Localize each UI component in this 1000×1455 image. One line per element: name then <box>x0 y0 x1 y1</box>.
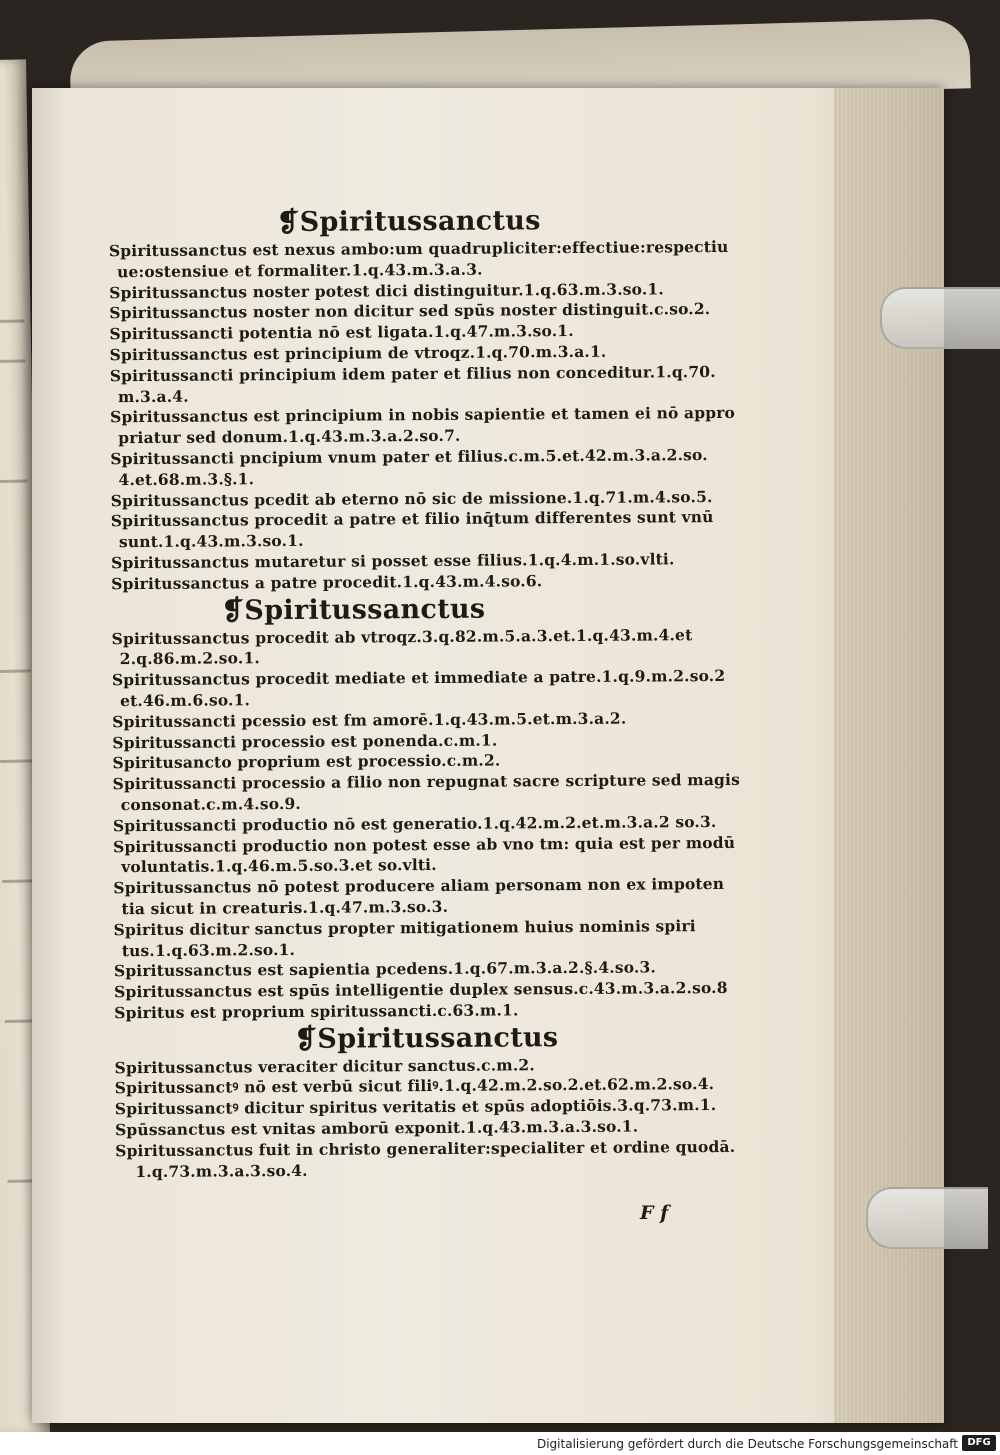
entry-line: Spiritussanctꝰ nō est verbū sicut filiꝰ.1.q.42.m.2.so.2.et.62.m.2.so.4. <box>114 1074 715 1098</box>
entry-line: et.46.m.6.so.1. <box>119 690 251 711</box>
entry-line: Spiritussanctus nō potest producere aliam personam non ex impoten <box>113 874 725 898</box>
entry-line: Spiritus dicitur sanctus propter mitigationem huius nominis spiri <box>113 915 696 939</box>
entry-line: Spiritussancti processio a filio non repugnat sacre scripture sed magis <box>112 769 740 794</box>
footer-credit: Digitalisierung gefördert durch die Deutsche Forschungsgemeinschaft <box>536 1437 958 1451</box>
entry-line: voluntatis.1.q.46.m.5.so.3.et so.vlti. <box>121 855 437 877</box>
entry-line: Spiritussanctus est nexus ambo:um quadrupliciter:effectiue:respectiu <box>108 236 729 261</box>
page-text <box>109 203 756 1183</box>
entry-line: 4.et.68.m.3.§.1. <box>118 469 255 489</box>
entry-line: Spiritussanctus est sapientia pcedens.1.q.67.m.3.a.2.§.4.so.3. <box>113 957 656 981</box>
section-heading-1: ❡Spiritussanctus <box>276 205 541 239</box>
entry-line: Spiritussanctus a patre procedit.1.q.43.m.4.so.6. <box>111 570 543 593</box>
entry-line: 2.q.86.m.2.so.1. <box>119 648 260 669</box>
entry-line: Spiritussanctus est spūs intelligentie duplex sensus.c.43.m.3.a.2.so.8 <box>114 978 728 1002</box>
entry-line: consonat.c.m.4.so.9. <box>120 793 302 815</box>
footer-bar <box>0 1432 1000 1455</box>
entry-line: Spiritussanctus procedit mediate et immediate a patre.1.q.9.m.2.so.2 <box>111 666 726 690</box>
section-heading-2: ❡Spiritussanctus <box>221 593 486 627</box>
dfg-logo: DFG <box>962 1435 996 1451</box>
entry-line: Spiritussanctus procedit a patre et filio inq̄tum differentes sunt vnū <box>110 507 714 531</box>
entry-line: Spiritussancti principium idem pater et filius non conceditur.1.q.70. <box>109 361 716 386</box>
page-clip-bottom <box>866 1187 988 1249</box>
entry-line: Spiritussanctus est principium de vtroqz.1.q.70.m.3.a.1. <box>109 341 607 365</box>
entry-line: Spiritussanctus mutaretur si posset esse filius.1.q.4.m.1.so.vlti. <box>111 549 675 573</box>
entry-line: sunt.1.q.43.m.3.so.1. <box>118 531 304 552</box>
entry-line: tus.1.q.63.m.2.so.1. <box>121 939 296 960</box>
entry-line: Spiritussanctus veraciter dicitur sanctus.c.m.2. <box>114 1054 535 1077</box>
entry-line: Spiritussanctus pcedit ab eterno nō sic de missione.1.q.71.m.4.so.5. <box>110 486 713 510</box>
entry-line: priatur sed donum.1.q.43.m.3.a.2.so.7. <box>118 425 461 448</box>
entry-line: Spiritusancto proprium est processio.c.m.2. <box>112 750 501 773</box>
entry-line: tia sicut in creaturis.1.q.47.m.3.so.3. <box>121 896 449 919</box>
entry-line: Spiritussancti productio nō est generatio.1.q.42.m.2.et.m.3.a.2 so.3. <box>112 811 717 835</box>
entry-line: Spiritussanctꝰ dicitur spiritus veritatis et spūs adoptiōis.3.q.73.m.1. <box>114 1095 717 1119</box>
entry-line: Spiritussancti productio non potest esse ab vno tm: quia est per modū <box>112 832 736 856</box>
entry-line: ue:ostensiue et formaliter.1.q.43.m.3.a.3. <box>116 259 483 281</box>
entry-line: Spiritussanctus est principium in nobis sapientie et tamen ei nō appro <box>110 403 736 427</box>
entry-line: Spiritussancti pcessio est fm amorē.1.q.43.m.5.et.m.3.a.2. <box>112 708 627 731</box>
page-clip-top <box>880 287 1000 349</box>
entry-line: Spiritussanctus noster non dicitur sed spūs noster distinguit.c.so.2. <box>109 299 711 323</box>
entry-line: m.3.a.4. <box>117 386 189 406</box>
section-heading-3: ❡Spiritussanctus <box>294 1021 559 1055</box>
entry-line: Spiritussancti processio est ponenda.c.m.1. <box>112 730 498 752</box>
entry-line: Spiritussanctus noster potest dici distinguitur.1.q.63.m.3.so.1. <box>109 278 664 302</box>
entry-line: Spiritus est proprium spiritussancti.c.63.m.1. <box>114 1000 519 1023</box>
entry-line: Spiritussanctus procedit ab vtroqz.3.q.82.m.5.a.3.et.1.q.43.m.4.et <box>111 624 693 648</box>
signature-mark: F f <box>640 1202 669 1224</box>
entry-line: Spiritussancti potentia nō est ligata.1.q.47.m.3.so.1. <box>109 321 574 344</box>
entry-line: Spiritussanctus fuit in christo generaliter:specialiter et ordine quodā. <box>115 1136 736 1161</box>
entry-line: Spūssanctus est vnitas amborū exponit.1.q.43.m.3.a.3.so.1. <box>114 1116 639 1140</box>
entry-line: 1.q.73.m.3.a.3.so.4. <box>135 1160 308 1181</box>
entry-line: Spiritussancti pncipium vnum pater et filius.c.m.5.et.42.m.3.a.2.so. <box>110 445 708 469</box>
